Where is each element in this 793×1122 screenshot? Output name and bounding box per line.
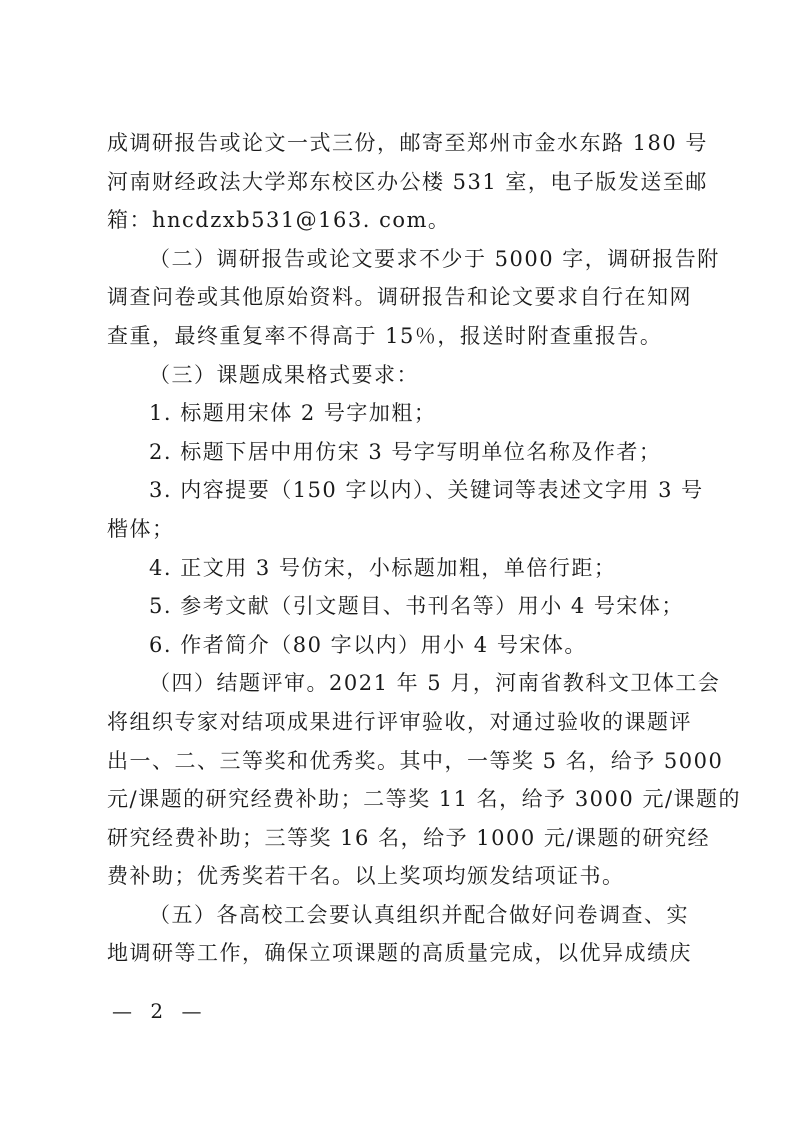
list-item: 5. 参考文献（引文题目、书刊名等）用小 4 号宋体； xyxy=(149,594,684,619)
text-line: 查重，最终重复率不得高于 15％，报送时附查重报告。 xyxy=(107,323,663,348)
text-line: 将组织专家对结项成果进行评审验收，对通过验收的课题评 xyxy=(107,709,692,734)
paragraph-5-heading: （五）各高校工会要认真组织并配合做好问卷调查、实 xyxy=(149,902,689,927)
body-text xyxy=(107,124,742,973)
list-item: 1. 标题用宋体 2 号字加粗； xyxy=(149,401,437,426)
text-line: 出一、二、三等奖和优秀奖。其中，一等奖 5 名，给予 5000 xyxy=(107,748,724,773)
text-line: 箱：hncdzxb531@163. com。 xyxy=(107,208,451,233)
list-item: 2. 标题下居中用仿宋 3 号字写明单位名称及作者； xyxy=(149,439,662,464)
text-line: 研究经费补助；三等奖 16 名，给予 1000 元/课题的研究经 xyxy=(107,825,710,850)
list-item: 6. 作者简介（80 字以内）用小 4 号宋体。 xyxy=(149,632,587,657)
list-item: 4. 正文用 3 号仿宋，小标题加粗，单倍行距； xyxy=(149,555,617,580)
paragraph-2-heading: （二）调研报告或论文要求不少于 5000 字，调研报告附 xyxy=(149,246,720,271)
text-line: 河南财经政法大学郑东校区办公楼 531 室，电子版发送至邮 xyxy=(107,169,708,194)
text-line: 地调研等工作，确保立项课题的高质量完成，以优异成绩庆 xyxy=(107,941,692,966)
paragraph-4-heading: （四）结题评审。2021 年 5 月，河南省教科文卫体工会 xyxy=(149,671,721,696)
page-number: — 2 — xyxy=(112,999,208,1023)
text-line: 元/课题的研究经费补助；二等奖 11 名，给予 3000 元/课题的 xyxy=(107,787,742,812)
text-line: 调查问卷或其他原始资料。调研报告和论文要求自行在知网 xyxy=(107,285,692,310)
list-item: 3. 内容提要（150 字以内）、关键词等表述文字用 3 号 xyxy=(149,478,704,503)
text-line: 楷体； xyxy=(107,516,175,541)
text-line: 费补助；优秀奖若干名。以上奖项均颁发结项证书。 xyxy=(107,864,625,889)
paragraph-3-heading: （三）课题成果格式要求： xyxy=(149,362,419,387)
text-line: 成调研报告或论文一式三份，邮寄至郑州市金水东路 180 号 xyxy=(107,131,708,155)
